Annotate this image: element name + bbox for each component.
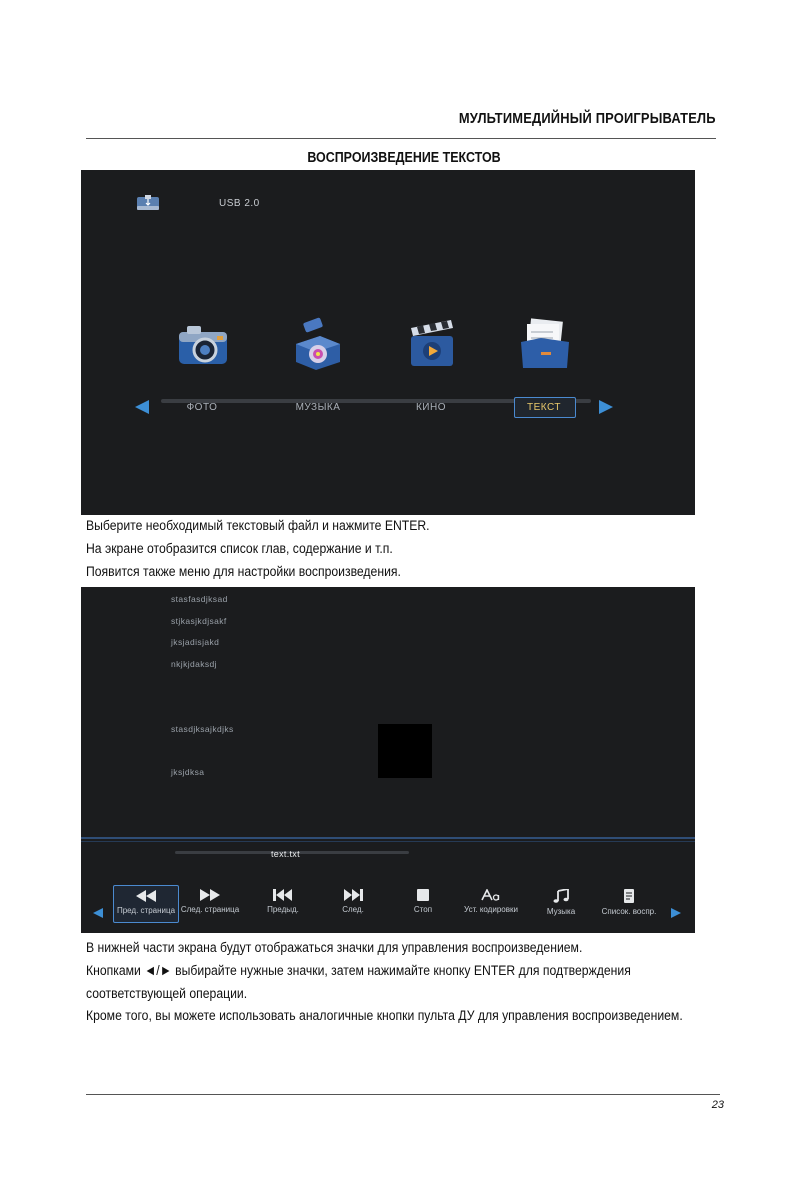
menu-label-movie[interactable]: КИНО <box>415 402 446 413</box>
control-bar-divider <box>81 837 695 839</box>
prev-page-button[interactable] <box>113 885 179 923</box>
menu-left-arrow-icon[interactable] <box>135 400 149 414</box>
rewind-icon <box>136 890 156 902</box>
stop-icon <box>413 889 433 901</box>
description-line-4: Кроме того, вы можете использовать аналогичные кнопки пульта ДУ для управления воспроизведением. <box>86 1008 683 1024</box>
preview-area <box>378 724 432 778</box>
music-note-icon <box>551 889 571 903</box>
manual-header-title: МУЛЬТИМЕДИЙНЫЙ ПРОИГРЫВАТЕЛЬ <box>459 110 716 127</box>
clapperboard-icon[interactable] <box>405 316 461 372</box>
multimedia-menu-screen <box>81 170 695 515</box>
encoding-button[interactable] <box>459 885 523 921</box>
controls-left-arrow-icon[interactable] <box>93 908 103 918</box>
text-content-line: nkjkjdaksdj <box>171 659 217 669</box>
music-button[interactable] <box>529 885 593 921</box>
fast-forward-icon <box>200 889 220 901</box>
controls-right-arrow-icon[interactable] <box>671 908 681 918</box>
header-divider <box>86 138 716 139</box>
description-line-1: В нижней части экрана будут отображаться значки для управления воспроизведением. <box>86 940 583 956</box>
font-encoding-icon <box>481 889 501 901</box>
playlist-button[interactable] <box>597 885 661 921</box>
next-button[interactable] <box>321 885 385 921</box>
control-label: Предыд. <box>267 905 299 914</box>
text-content-line: jksjadisjakd <box>171 637 220 647</box>
previous-button[interactable] <box>251 885 315 921</box>
section-title: ВОСПРОИЗВЕДЕНИЕ ТЕКСТОВ <box>307 150 501 166</box>
text-content-line: jksjdksa <box>171 767 205 777</box>
instruction-line-3: Появится также меню для настройки воспроизведения. <box>86 564 401 580</box>
playlist-icon <box>619 889 639 903</box>
control-label: Уст. кодировки <box>464 905 518 914</box>
text-content-line: stjkasjkdjsakf <box>171 616 227 626</box>
menu-right-arrow-icon[interactable] <box>599 400 613 414</box>
control-label: Музыка <box>546 907 576 916</box>
control-label: След. <box>342 905 364 914</box>
menu-label-music[interactable]: МУЗЫКА <box>295 402 341 413</box>
footer-divider <box>86 1094 720 1095</box>
control-label: Список. воспр. <box>601 907 657 916</box>
skip-previous-icon <box>273 889 293 901</box>
skip-next-icon <box>343 889 363 901</box>
usb-source-label: USB 2.0 <box>219 198 260 209</box>
text-viewer-screen <box>81 587 695 933</box>
control-label: След. страница <box>180 905 240 914</box>
camera-icon[interactable] <box>175 316 231 372</box>
music-projector-icon[interactable] <box>290 316 346 372</box>
text-content-line: stasfasdjksad <box>171 594 228 604</box>
control-label: Стоп <box>413 905 433 914</box>
menu-label-text[interactable]: ТЕКСТ <box>527 402 561 413</box>
menu-label-photo[interactable]: ФОТО <box>186 402 218 413</box>
usb-drive-icon <box>136 194 160 212</box>
description-line-2: Кнопками ◄/► выбирайте нужные значки, затем нажимайте кнопку ENTER для подтверждения <box>86 963 631 979</box>
instruction-line-1: Выберите необходимый текстовый файл и нажмите ENTER. <box>86 518 430 534</box>
document-folder-icon[interactable] <box>517 316 573 372</box>
control-label: Пред. страница <box>116 906 176 915</box>
instruction-line-2: На экране отобразится список глав, содержание и т.п. <box>86 541 393 557</box>
page-number: 23 <box>711 1099 724 1111</box>
next-page-button[interactable] <box>178 885 242 921</box>
description-line-3: соответствующей операции. <box>86 986 248 1002</box>
file-name-label: text.txt <box>271 849 300 859</box>
text-content-line: stasdjksajkdjks <box>171 724 234 734</box>
control-bar-divider-secondary <box>81 841 695 842</box>
stop-button[interactable] <box>391 885 455 921</box>
